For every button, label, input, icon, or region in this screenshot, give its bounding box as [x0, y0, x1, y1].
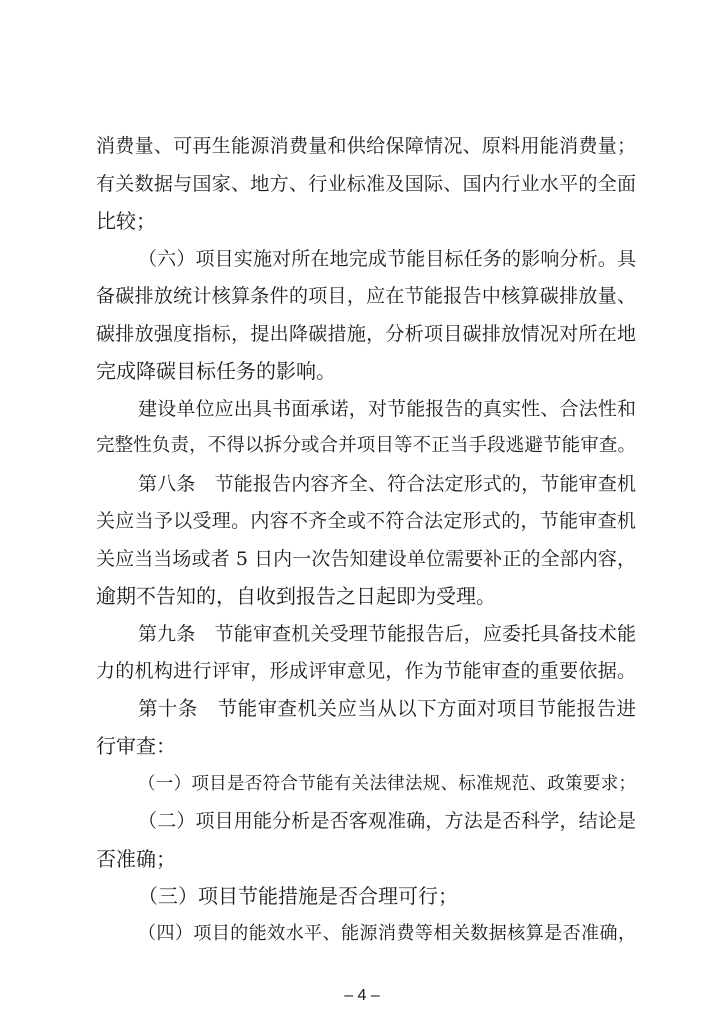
text-line: 关应当予以受理。内容不齐全或不符合法定形式的，节能审查机	[96, 510, 636, 532]
text-line: 第十条 节能审查机关应当从以下方面对项目节能报告进	[138, 696, 636, 720]
text-line: 关应当当场或者 5 日内一次告知建设单位需要补正的全部内容，	[96, 547, 636, 570]
text-line: 备碳排放统计核算条件的项目，应在节能报告中核算碳排放量、	[96, 285, 636, 307]
text-line: 建设单位应出具书面承诺，对节能报告的真实性、合法性和	[138, 397, 636, 420]
text-line: 有关数据与国家、地方、行业标准及国际、国内行业水平的全面	[96, 172, 636, 195]
text-line: 否准确；	[96, 846, 176, 871]
text-line: （四）项目的能效水平、能源消费等相关数据核算是否准确，	[138, 922, 636, 944]
text-line: （六）项目实施对所在地完成节能目标任务的影响分析。具	[138, 247, 636, 270]
text-line: 第八条 节能报告内容齐全、符合法定形式的，节能审查机	[138, 472, 636, 495]
text-line: 行审查：	[96, 734, 176, 758]
text-line: 完成降碳目标任务的影响。	[96, 359, 336, 383]
text-line: （三）项目节能措施是否合理可行；	[138, 884, 458, 908]
text-line: （一）项目是否符合节能有关法律法规、标准规范、政策要求；	[138, 773, 636, 794]
text-line: 第九条 节能审查机关受理节能报告后，应委托具备技术能	[138, 622, 636, 645]
text-line: 碳排放强度指标，提出降碳措施，分析项目碳排放情况对所在地	[96, 322, 636, 345]
text-line: 逾期不告知的，自收到报告之日起即为受理。	[96, 584, 496, 608]
text-line: 完整性负责，不得以拆分或合并项目等不正当手段逃避节能审查。	[96, 435, 636, 456]
page-number: – 4 –	[344, 987, 380, 1004]
text-line: 消费量、可再生能源消费量和供给保障情况、原料用能消费量；	[96, 135, 636, 157]
text-line: 比较；	[96, 209, 156, 233]
text-line: （二）项目用能分析是否客观准确，方法是否科学，结论是	[138, 810, 636, 832]
text-line: 力的机构进行评审，形成评审意见，作为节能审查的重要依据。	[96, 660, 636, 682]
